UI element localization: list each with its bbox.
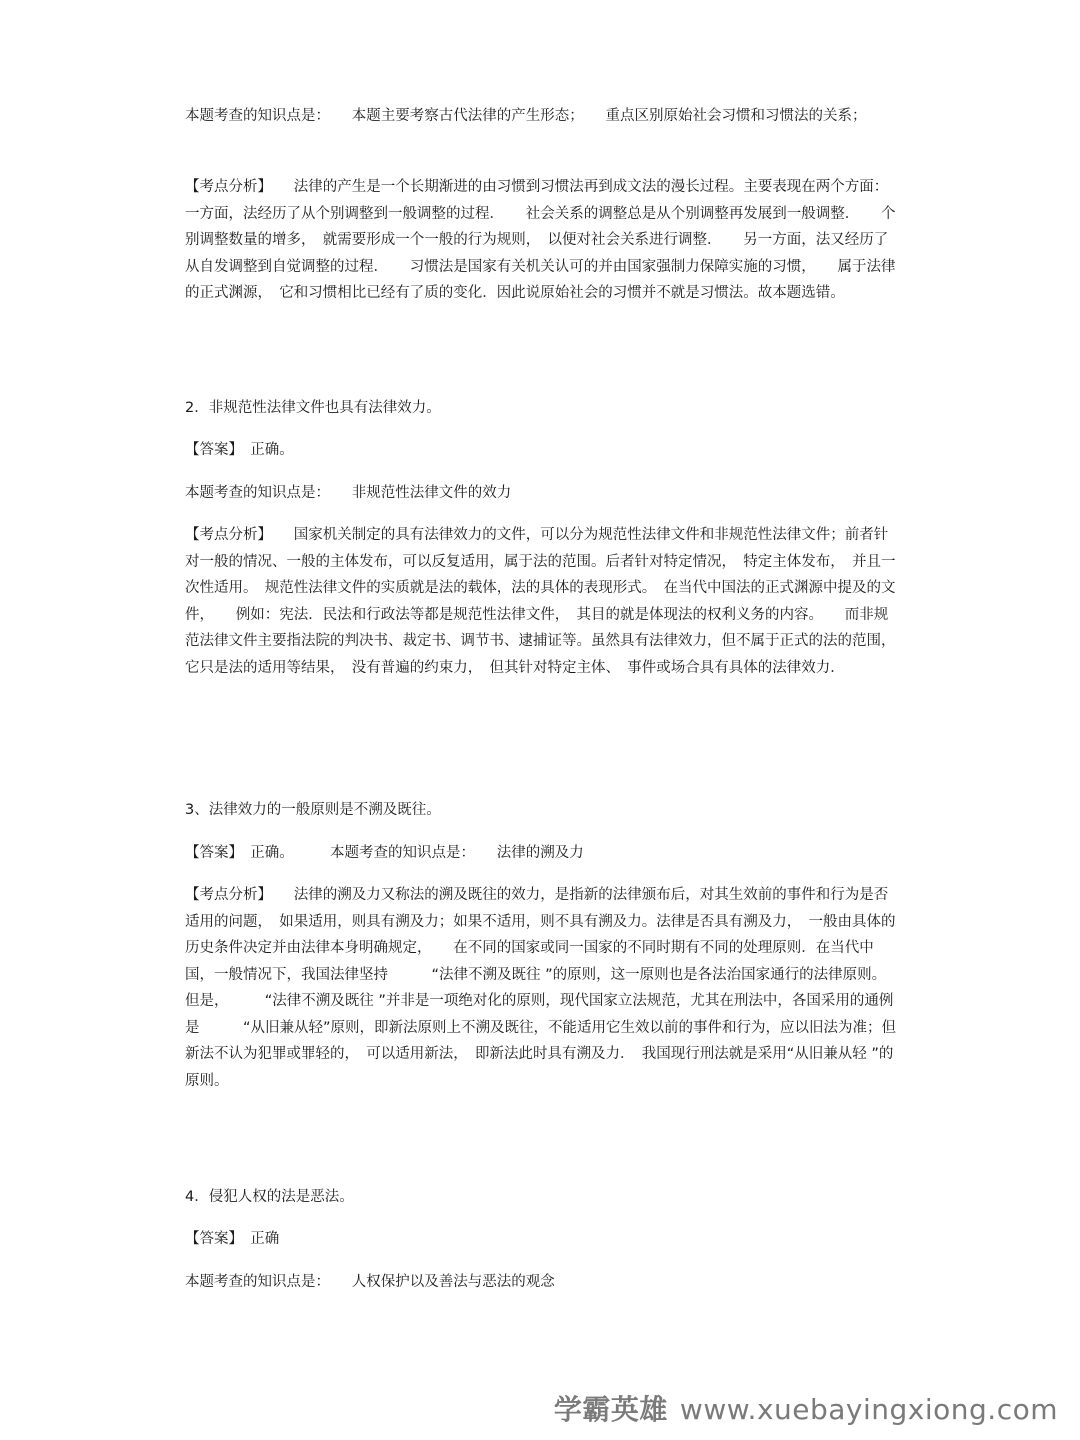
q2-analysis: 【考点分析】 国家机关制定的具有法律效力的文件，可以分为规范性法律文件和非规范性法律文件；前者针对一般的情况、一般的主体发布，可以反复适用，属于法的范围。后者针对特定情况， 特定主体发布， 并且一次性适用。 规范性法律文件的实质就是法的载体，法的具体的表现形式。 在当代中国法的正式渊源中提及的文件， 例如：宪法．民法和行政法等都是规范性法律文件， 其目的就是体现法的权利义务的内容。 而非规范法律文件主要指法院的判决书、裁定书、调节书、逮捕证等。虽然具有法律效力，但不属于正式的法的范围，它只是法的适用等结果， 没有普遍的约束力， 但其针对特定主体、 事件或场合具有具体的法律效力．	[185, 527, 896, 676]
q1-knowledge-point: 本题考查的知识点是： 本题主要考察古代法律的产生形态； 重点区别原始社会习惯和习惯法的关系；	[185, 108, 867, 124]
q2-answer: 【答案】 正确。	[185, 442, 294, 458]
site-watermark	[554, 1392, 1058, 1428]
q3-analysis: 【考点分析】 法律的溯及力又称法的溯及既往的效力，是指新的法律颁布后，对其生效前的事件和行为是否适用的问题， 如果适用，则具有溯及力；如果不适用，则不具有溯及力。法律是否具有溯及力， 一般由具体的历史条件决定并由法律本身明确规定， 在不同的国家或同一国家的不同时期有不同的处理原则．在当代中国，一般情况下，我国法律坚持 “法律不溯及既往 ”的原则，这一原则也是各法治国家通行的法律原则。但是， “法律不溯及既往 ”并非是一项绝对化的原则，现代国家立法规范，尤其在刑法中，各国采用的通例是 “从旧兼从轻”原则，即新法原则上不溯及既往，不能适用它生效以前的事件和行为，应以旧法为准；但新法不认为犯罪或罪轻的， 可以适用新法， 即新法此时具有溯及力． 我国现行刑法就是采用“从旧兼从轻 ”的原则。	[185, 887, 897, 1089]
q4-question: 4．侵犯人权的法是恶法。	[185, 1189, 354, 1205]
q3-question: 3、法律效力的一般原则是不溯及既往。	[185, 802, 441, 818]
q2-question: 2．非规范性法律文件也具有法律效力。	[185, 400, 441, 416]
q1-analysis: 【考点分析】 法律的产生是一个长期渐进的由习惯到习惯法再到成文法的漫长过程。主要表现在两个方面： 一方面，法经历了从个别调整到一般调整的过程． 社会关系的调整总是从个别调整再发展到一般调整． 个别调整数量的增多， 就需要形成一个一般的行为规则， 以便对社会关系进行调整． 另一方面，法又经历了从自发调整到自觉调整的过程． 习惯法是国家有关机关认可的并由国家强制力保障实施的习惯， 属于法律的正式渊源， 它和习惯相比已经有了质的变化．因此说原始社会的习惯并不就是习惯法。故本题选错。	[185, 179, 896, 301]
q2-knowledge-point: 本题考查的知识点是： 非规范性法律文件的效力	[185, 485, 512, 501]
watermark-brand: 学霸英雄	[553, 1393, 668, 1426]
q3-answer: 【答案】 正确。 本题考查的知识点是： 法律的溯及力	[185, 845, 584, 861]
q4-answer: 【答案】 正确	[185, 1231, 280, 1247]
q4-knowledge-point: 本题考查的知识点是： 人权保护以及善法与恶法的观念	[185, 1274, 555, 1290]
watermark-url: www.xuebayingxiong.com	[679, 1393, 1058, 1426]
